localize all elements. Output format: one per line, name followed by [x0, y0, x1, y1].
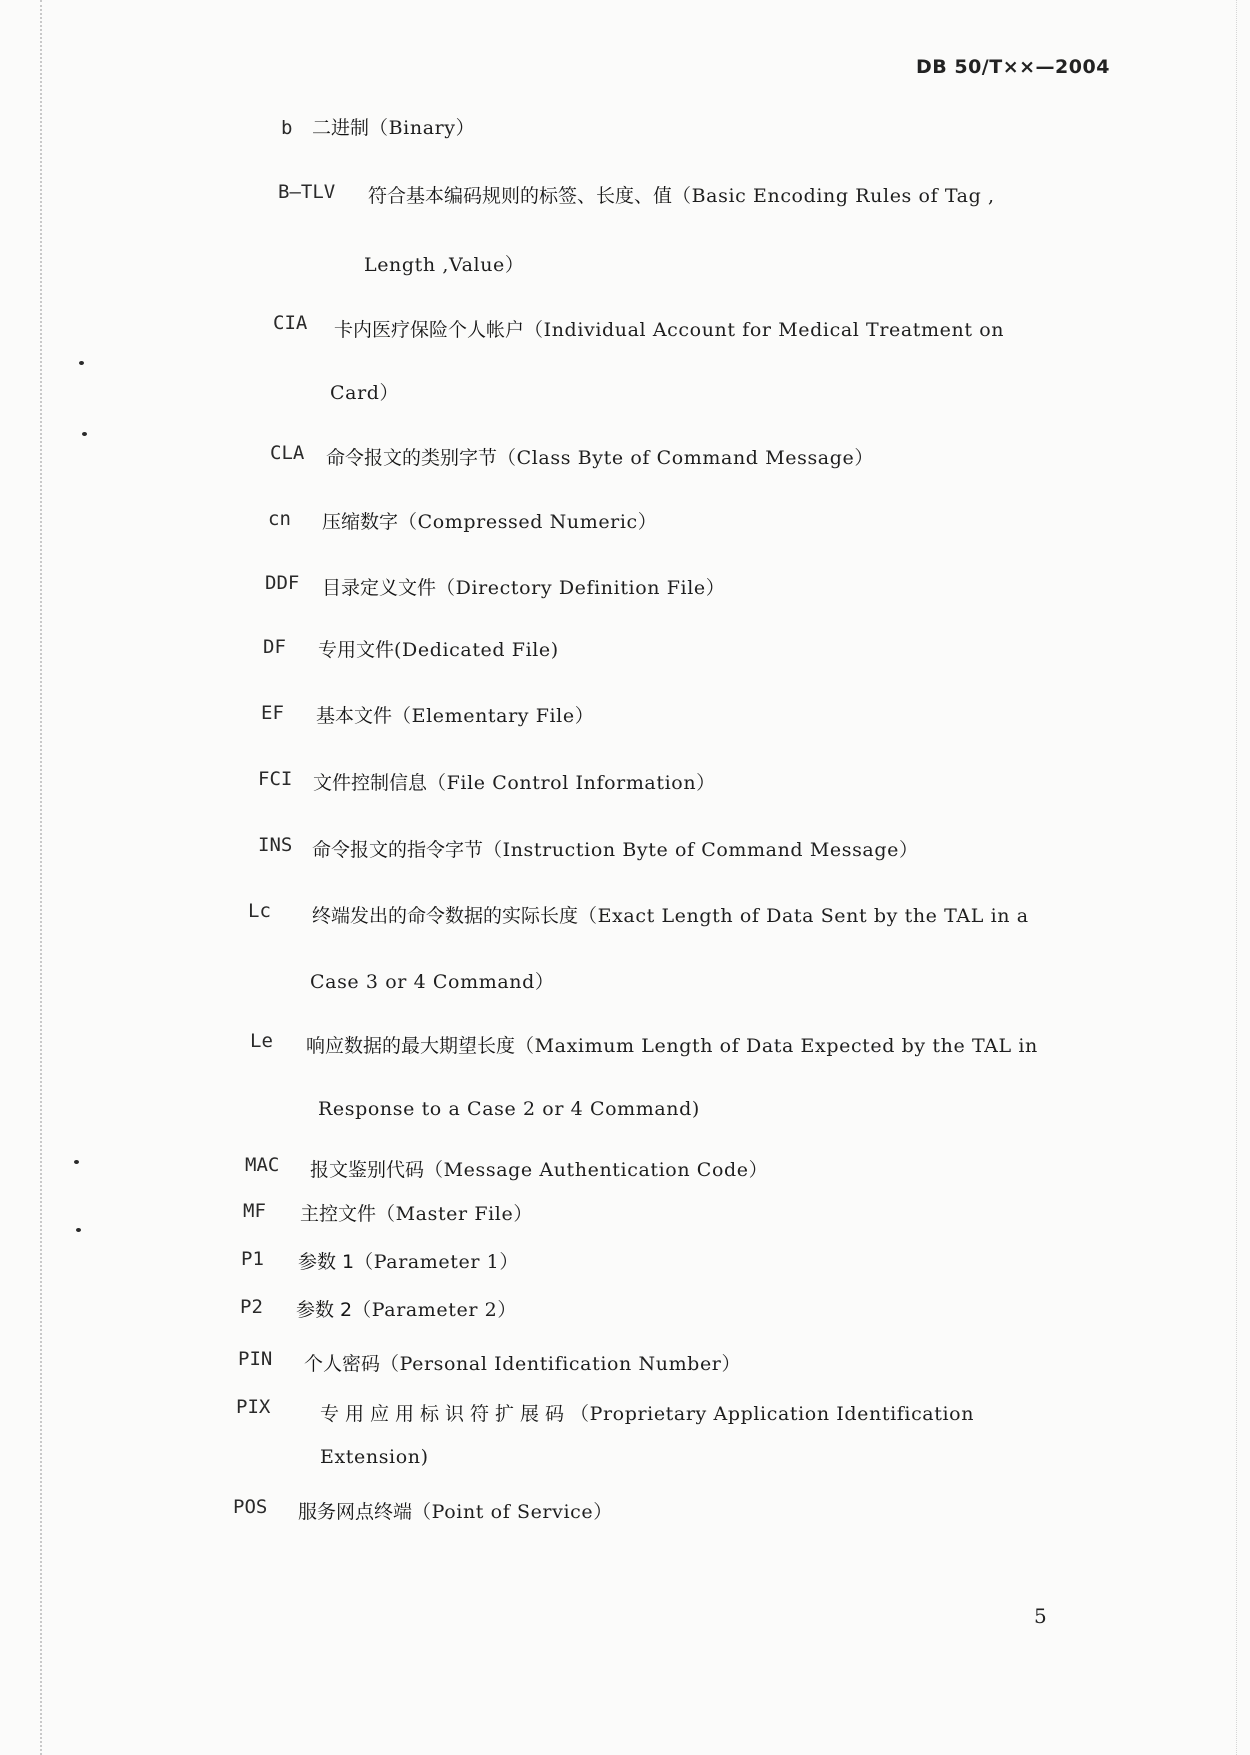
entry-english-term: （Proprietary Application Identification — [570, 1403, 975, 1425]
entry-english-term: （Compressed Numeric） — [398, 511, 658, 533]
entry-abbr: FCI — [258, 768, 293, 790]
entry-definition — [310, 1158, 768, 1182]
entry-abbr: P2 — [240, 1296, 263, 1318]
scan-speck — [79, 361, 84, 365]
entry-english-term: （Directory Definition File） — [436, 577, 726, 599]
entry-abbr: DF — [263, 636, 286, 658]
entry-chinese-term: 专用文件 — [318, 639, 395, 661]
entry-abbr: DDF — [265, 572, 300, 594]
entry-chinese-term: 卡内医疗保险个人帐户 — [334, 319, 525, 341]
entry-definition — [298, 1500, 613, 1524]
entry-abbr: B—TLV — [278, 181, 336, 203]
entry-abbr: Lc — [248, 900, 271, 922]
entry-definition — [318, 638, 559, 662]
entry-chinese-term: 终端发出的命令数据的实际长度 — [312, 905, 579, 927]
entry-chinese-term: 响应数据的最大期望长度 — [306, 1035, 516, 1057]
entry-definition — [300, 1202, 533, 1226]
entry-chinese-term: 参数 2 — [296, 1299, 353, 1321]
entry-abbr: EF — [261, 702, 284, 724]
entry-definition — [326, 446, 874, 470]
entry-definition — [334, 318, 1004, 342]
entry-english-term: （Elementary File） — [392, 705, 595, 727]
document-code-header: DB 50/T××—2004 — [916, 56, 1110, 78]
entry-abbr: INS — [258, 834, 293, 856]
scan-edge-right — [1236, 0, 1237, 1755]
entry-english-term: （Exact Length of Data Sent by the TAL in a — [578, 905, 1029, 927]
entry-chinese-term: 命令报文的指令字节 — [312, 839, 484, 861]
entry-english-term: （Binary） — [369, 117, 476, 139]
entry-abbr: CIA — [273, 312, 308, 334]
entry-english-term: （Individual Account for Medical Treatment on — [524, 319, 1005, 341]
entry-abbr: cn — [268, 508, 291, 530]
entry-abbr: PIX — [236, 1396, 271, 1418]
entry-abbr: Le — [250, 1030, 273, 1052]
entry-abbr: CLA — [270, 442, 305, 464]
entry-definition — [298, 1250, 519, 1274]
entry-definition — [312, 116, 475, 140]
entry-chinese-term: 报文鉴别代码 — [310, 1159, 425, 1181]
entry-abbr: POS — [233, 1496, 268, 1518]
entry-english-term: （Master File） — [376, 1203, 533, 1225]
entry-definition — [368, 184, 995, 208]
entry-english-term: （Personal Identification Number） — [380, 1353, 742, 1375]
entry-chinese-term: 二进制 — [312, 117, 370, 139]
entry-continuation: Response to a Case 2 or 4 Command) — [318, 1098, 700, 1120]
entry-english-term: (Dedicated File) — [394, 639, 559, 661]
entry-english-term: （File Control Information） — [427, 772, 716, 794]
entry-abbr: MAC — [245, 1154, 280, 1176]
entry-chinese-term: 基本文件 — [316, 705, 393, 727]
entry-chinese-term: 主控文件 — [300, 1203, 377, 1225]
entry-english-term: （Basic Encoding Rules of Tag , — [672, 185, 995, 207]
entry-chinese-term: 专用应用标识符扩展码 — [320, 1403, 571, 1425]
entry-english-term: （Instruction Byte of Command Message） — [483, 839, 919, 861]
entry-english-term: （Maximum Length of Data Expected by the TAL in — [515, 1035, 1038, 1057]
entry-abbr: PIN — [238, 1348, 273, 1370]
entry-chinese-term: 个人密码 — [304, 1353, 381, 1375]
entry-continuation: Card） — [330, 382, 400, 404]
entry-definition — [312, 904, 1029, 928]
entry-definition — [320, 1402, 974, 1426]
scan-edge-left — [40, 0, 42, 1755]
entry-definition — [304, 1352, 741, 1376]
entry-english-term: （Point of Service） — [412, 1501, 613, 1523]
entry-abbr: b — [281, 117, 293, 139]
entry-chinese-term: 参数 1 — [298, 1251, 355, 1273]
entry-definition — [322, 576, 725, 600]
entry-english-term: （Message Authentication Code） — [424, 1159, 769, 1181]
entry-english-term: （Class Byte of Command Message） — [497, 447, 874, 469]
entry-continuation: Length ,Value） — [364, 254, 525, 276]
entry-definition — [306, 1034, 1038, 1058]
scan-speck — [74, 1160, 79, 1164]
entry-definition — [296, 1298, 517, 1322]
scan-speck — [76, 1228, 81, 1232]
entry-abbr: P1 — [241, 1248, 264, 1270]
entry-chinese-term: 文件控制信息 — [313, 772, 428, 794]
scan-speck — [82, 432, 87, 436]
entry-definition — [313, 771, 716, 795]
entry-abbr: MF — [243, 1200, 266, 1222]
page-number: 5 — [1034, 1604, 1047, 1628]
entry-chinese-term: 服务网点终端 — [298, 1501, 413, 1523]
entry-continuation: Case 3 or 4 Command） — [310, 971, 555, 993]
entry-definition — [312, 838, 919, 862]
entry-continuation: Extension) — [320, 1446, 429, 1468]
entry-definition — [316, 704, 594, 728]
entry-chinese-term: 符合基本编码规则的标签、长度、值 — [368, 185, 673, 207]
entry-english-term: （Parameter 1） — [354, 1251, 519, 1273]
entry-chinese-term: 压缩数字 — [322, 511, 399, 533]
entry-chinese-term: 命令报文的类别字节 — [326, 447, 498, 469]
entry-english-term: （Parameter 2） — [352, 1299, 517, 1321]
entry-chinese-term: 目录定义文件 — [322, 577, 437, 599]
entry-definition — [322, 510, 657, 534]
